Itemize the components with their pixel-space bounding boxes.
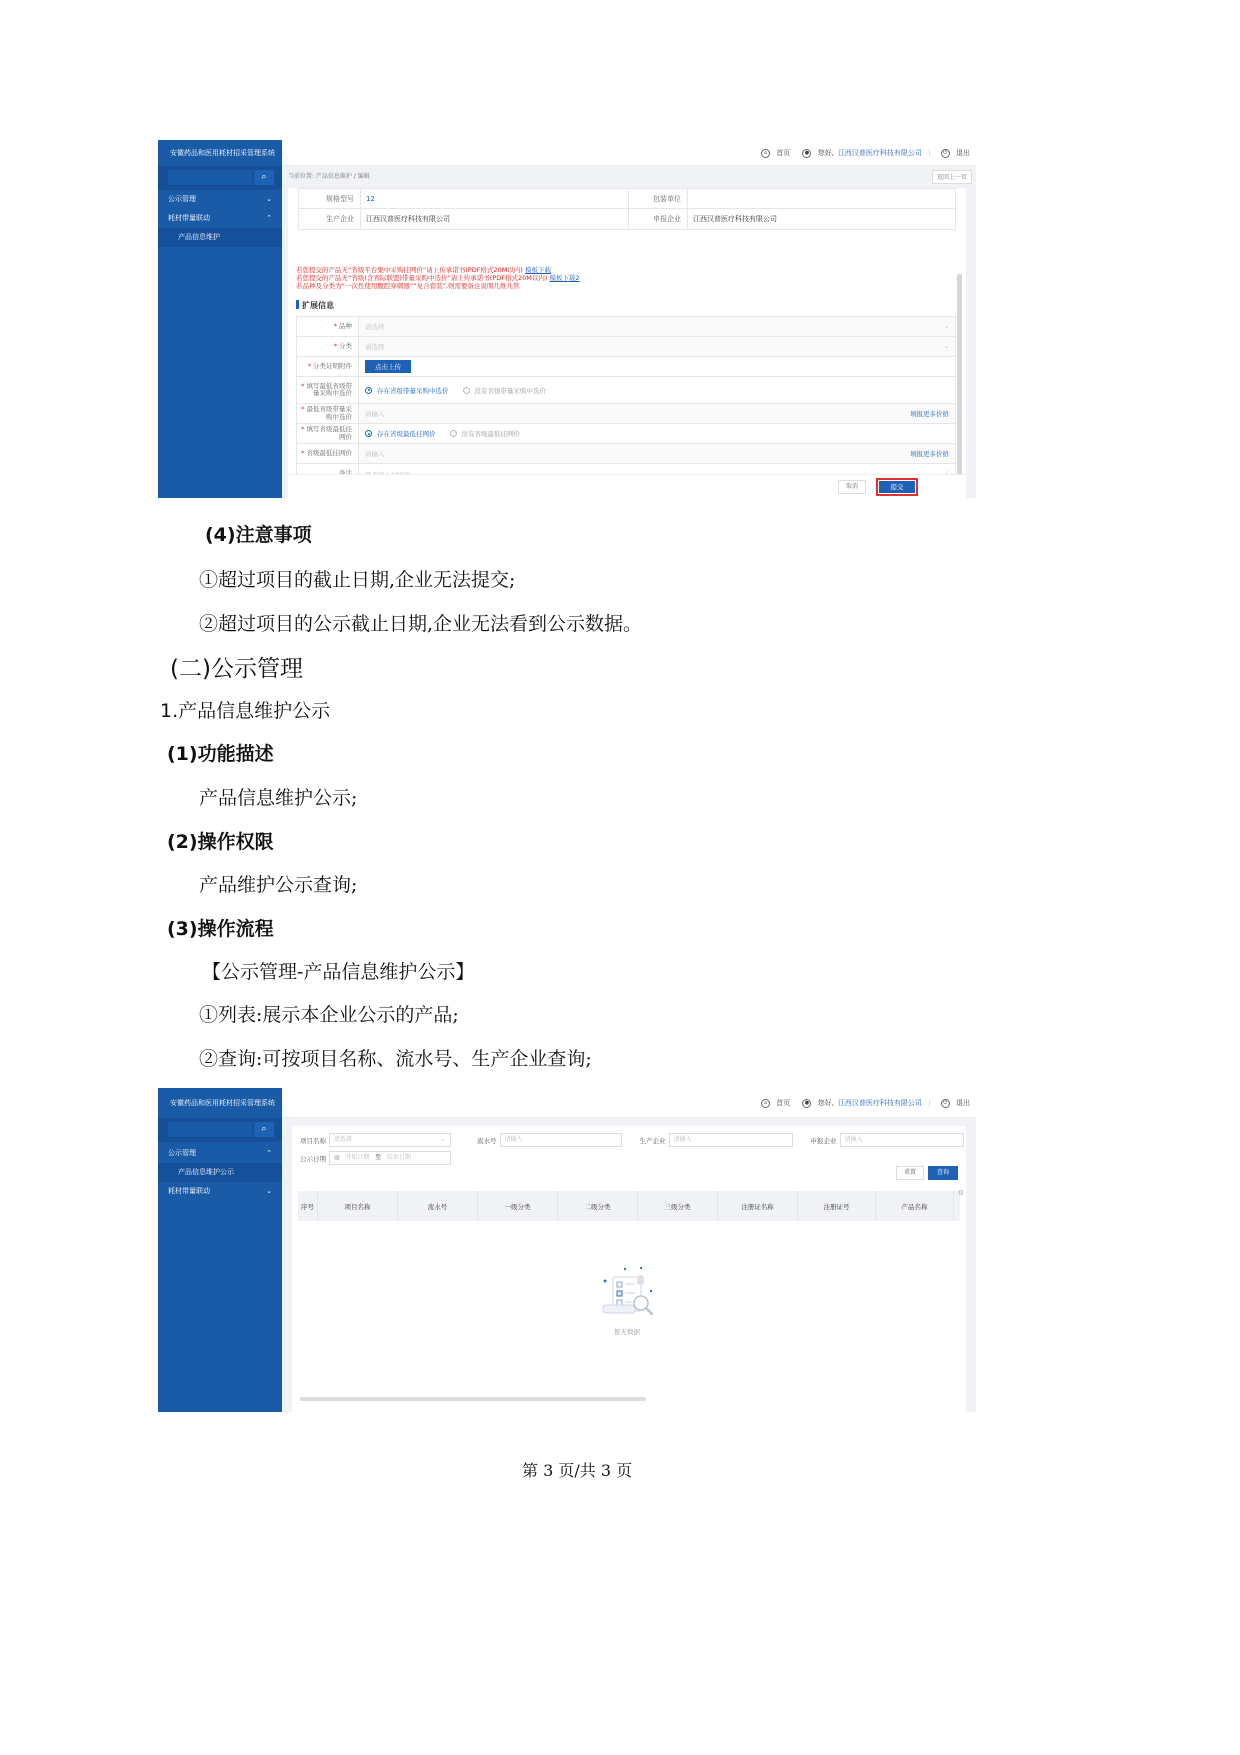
- manufacturer-input[interactable]: 请输入: [669, 1133, 793, 1147]
- note-heading: (4)注意事项: [205, 524, 312, 546]
- chevron-down-icon: ⌄: [943, 343, 949, 350]
- column-header: 序号: [298, 1191, 318, 1221]
- more-prices-link[interactable]: 填报更多价格: [910, 450, 949, 458]
- section-title: 扩展信息: [296, 300, 334, 311]
- flow-heading: (3)操作流程: [167, 918, 274, 940]
- page-number: 第 3 页/共 3 页: [522, 1461, 633, 1480]
- column-header: 二级分类: [558, 1191, 638, 1221]
- date-range-picker[interactable]: ▦ 开始日期 至 结束日期: [329, 1151, 451, 1165]
- chevron-down-icon: ⌄: [266, 1187, 272, 1195]
- form-row-variety: * 品种 请选择 ⌄: [297, 317, 955, 337]
- logout-link[interactable]: 退出: [956, 149, 970, 157]
- app-title: 安徽药品和医用耗材招采管理系统: [170, 149, 275, 157]
- top-bar: [282, 140, 976, 166]
- sidebar-search: [158, 166, 282, 190]
- submit-button[interactable]: 提交: [876, 478, 918, 496]
- table-header: [298, 1191, 960, 1221]
- sidebar: [158, 140, 282, 498]
- reset-button[interactable]: 重置: [896, 1166, 924, 1180]
- note-item-1: ①超过项目的截止日期,企业无法提交;: [199, 569, 516, 591]
- template-download-link-2[interactable]: 模板下载2: [549, 274, 580, 282]
- more-prices-link[interactable]: 填报更多价格: [910, 410, 949, 418]
- serial-input[interactable]: 请输入: [500, 1133, 622, 1147]
- radio-no-listing-price[interactable]: 没有省级最低挂网价: [450, 429, 521, 438]
- base-info-table: [298, 188, 956, 230]
- category-select[interactable]: 请选择 ⌄: [359, 337, 955, 356]
- radio-has-listing-price[interactable]: 存在省级最低挂网价: [365, 429, 436, 438]
- radio-no-volume-price[interactable]: 没有省级带量采购中选价: [463, 386, 547, 395]
- column-header: 注册证号: [798, 1191, 876, 1221]
- empty-state: [599, 1263, 655, 1336]
- sidebar-search: [158, 1118, 282, 1142]
- column-header: 注册证名称: [718, 1191, 798, 1221]
- greeting: 您好,: [817, 1099, 834, 1107]
- chevron-down-icon: ⌄: [439, 1136, 445, 1143]
- radio-has-volume-price[interactable]: 存在省级带量采购中选价: [365, 386, 449, 395]
- permission-text: 产品维护公示查询;: [199, 874, 358, 896]
- project-select[interactable]: 请选择 ⌄: [329, 1133, 451, 1147]
- vertical-scrollbar[interactable]: [957, 274, 962, 498]
- list-panel: [292, 1126, 966, 1412]
- product-edit-screenshot: [158, 140, 976, 498]
- warning-notes: 若您提交的产品无“省级平台集中采购挂网价”请上传承诺书(PDF格式20M以内) 模板下载 若您提交的产品无“省级(含省际联盟)带量采购中选价”请上传承诺书(PDF格式20M以内) 模板下载2 若品种及分类为“一次性使用腹腔穿刺器”“复合套装”,则需要备注说明几维几管: [296, 266, 580, 290]
- chevron-up-icon: ⌃: [266, 214, 272, 222]
- form-row-attachment: * 分类证明附件 点击上传: [297, 357, 955, 377]
- permission-heading: (2)操作权限: [167, 831, 274, 853]
- publicity-list-screenshot: [158, 1088, 976, 1412]
- breadcrumb: 当前位置: 产品信息维护 / 编辑 返回上一页: [282, 166, 976, 188]
- listing-price-input[interactable]: 请输入 填报更多价格: [359, 444, 955, 463]
- form-row-volume-price: * 最低省级带量采购中选价 请输入 填报更多价格: [297, 404, 955, 424]
- main-content: [282, 166, 976, 498]
- chevron-down-icon: ⌄: [266, 195, 272, 203]
- table-row: 规格型号 12 包装单位: [299, 189, 955, 209]
- top-bar: [282, 1088, 976, 1118]
- sidebar-search-input[interactable]: [168, 1122, 252, 1137]
- function-heading: (1)功能描述: [167, 743, 274, 765]
- main-content: [282, 1118, 976, 1412]
- column-header: 一级分类: [478, 1191, 558, 1221]
- extended-info-form: [296, 316, 956, 485]
- home-icon[interactable]: ⌂: [761, 1099, 770, 1108]
- flow-path: 【公示管理-产品信息维护公示】: [202, 961, 475, 983]
- sidebar-search-input[interactable]: [168, 170, 252, 185]
- column-header: 项目名称: [318, 1191, 398, 1221]
- column-header: 产品名称: [876, 1191, 954, 1221]
- search-icon[interactable]: ⌕: [254, 170, 274, 185]
- form-row-volume-price-choice: * 填写最低省级带量采购中选价 存在省级带量采购中选价 没有省级带量采购中选价: [297, 377, 955, 404]
- divider: |: [928, 149, 931, 157]
- home-link[interactable]: 首页: [776, 149, 791, 157]
- home-icon[interactable]: ⌂: [761, 149, 770, 158]
- cancel-button[interactable]: 取消: [838, 480, 866, 494]
- column-header: 三级分类: [638, 1191, 718, 1221]
- sidebar-subitem-product-publicity[interactable]: 产品信息维护公示: [158, 1163, 282, 1182]
- flow-step-2: ②查询:可按项目名称、流水号、生产企业查询;: [199, 1048, 592, 1070]
- filter-row-2: 公示日期 ▦ 开始日期 至 结束日期: [300, 1150, 958, 1166]
- form-footer: [288, 474, 966, 498]
- empty-illustration-icon: [599, 1263, 655, 1319]
- filter-row-1: 项目名称 请选择 ⌄ 流水号 请输入 生产企业 请输入 申报企业 请输入: [300, 1132, 958, 1148]
- column-header: 流水号: [398, 1191, 478, 1221]
- sidebar-subitem-product-maintenance[interactable]: 产品信息维护: [158, 228, 282, 247]
- logout-icon[interactable]: ⏻: [941, 149, 950, 158]
- calendar-icon: ▦: [334, 1154, 340, 1161]
- edit-panel: [288, 188, 966, 498]
- note-item-2: ②超过项目的公示截止日期,企业无法看到公示数据。: [199, 613, 643, 635]
- variety-select[interactable]: 请选择 ⌄: [359, 317, 955, 336]
- upload-button[interactable]: 点击上传: [365, 360, 411, 373]
- sidebar-item-publicity[interactable]: 公示管理 ⌄: [158, 190, 282, 209]
- chevron-down-icon: ⌄: [943, 323, 949, 330]
- app-title: 安徽药品和医用耗材招采管理系统: [170, 1099, 275, 1107]
- form-row-category: * 分类 请选择 ⌄: [297, 337, 955, 357]
- back-button[interactable]: 返回上一页: [932, 170, 972, 184]
- query-button[interactable]: 查询: [928, 1166, 958, 1180]
- company-name[interactable]: 江西汉普医疗科技有限公司: [837, 149, 922, 157]
- horizontal-scrollbar[interactable]: [300, 1397, 646, 1401]
- gear-icon[interactable]: ⚙: [957, 1189, 964, 1197]
- form-row-listing-price: * 省级最低挂网价 请输入 填报更多价格: [297, 444, 955, 464]
- user-icon: ●: [802, 149, 811, 158]
- flow-step-1: ①列表:展示本企业公示的产品;: [199, 1004, 459, 1026]
- form-row-listing-price-choice: * 填写省级最低挂网价 存在省级最低挂网价 没有省级最低挂网价: [297, 424, 955, 444]
- applicant-input[interactable]: 请输入: [840, 1133, 964, 1147]
- sidebar: [158, 1088, 282, 1412]
- section-heading: (二)公示管理: [170, 656, 303, 682]
- table-row: 生产企业 江西汉普医疗科技有限公司 申报企业 江西汉普医疗科技有限公司: [299, 209, 955, 229]
- home-link[interactable]: 首页: [776, 1099, 791, 1107]
- chevron-up-icon: ⌃: [266, 1149, 272, 1157]
- sidebar-item-volume-linkage[interactable]: 耗材带量联动 ⌄: [158, 1182, 282, 1201]
- user-icon: ●: [802, 1099, 811, 1108]
- company-name[interactable]: 江西汉普医疗科技有限公司: [837, 1099, 922, 1107]
- template-download-link[interactable]: 模板下载: [524, 266, 551, 274]
- empty-text: 暂无数据: [614, 1328, 640, 1336]
- function-text: 产品信息维护公示;: [199, 787, 358, 809]
- sidebar-item-publicity[interactable]: 公示管理 ⌃: [158, 1144, 282, 1163]
- subsection-heading: 1.产品信息维护公示: [160, 700, 331, 722]
- volume-price-input[interactable]: 请输入 填报更多价格: [359, 404, 955, 423]
- search-icon[interactable]: ⌕: [254, 1122, 274, 1137]
- greeting: 您好,: [817, 149, 834, 157]
- divider: |: [928, 1099, 931, 1107]
- logout-link[interactable]: 退出: [956, 1099, 970, 1107]
- sidebar-item-volume-linkage[interactable]: 耗材带量联动 ⌃: [158, 209, 282, 228]
- logout-icon[interactable]: ⏻: [941, 1099, 950, 1108]
